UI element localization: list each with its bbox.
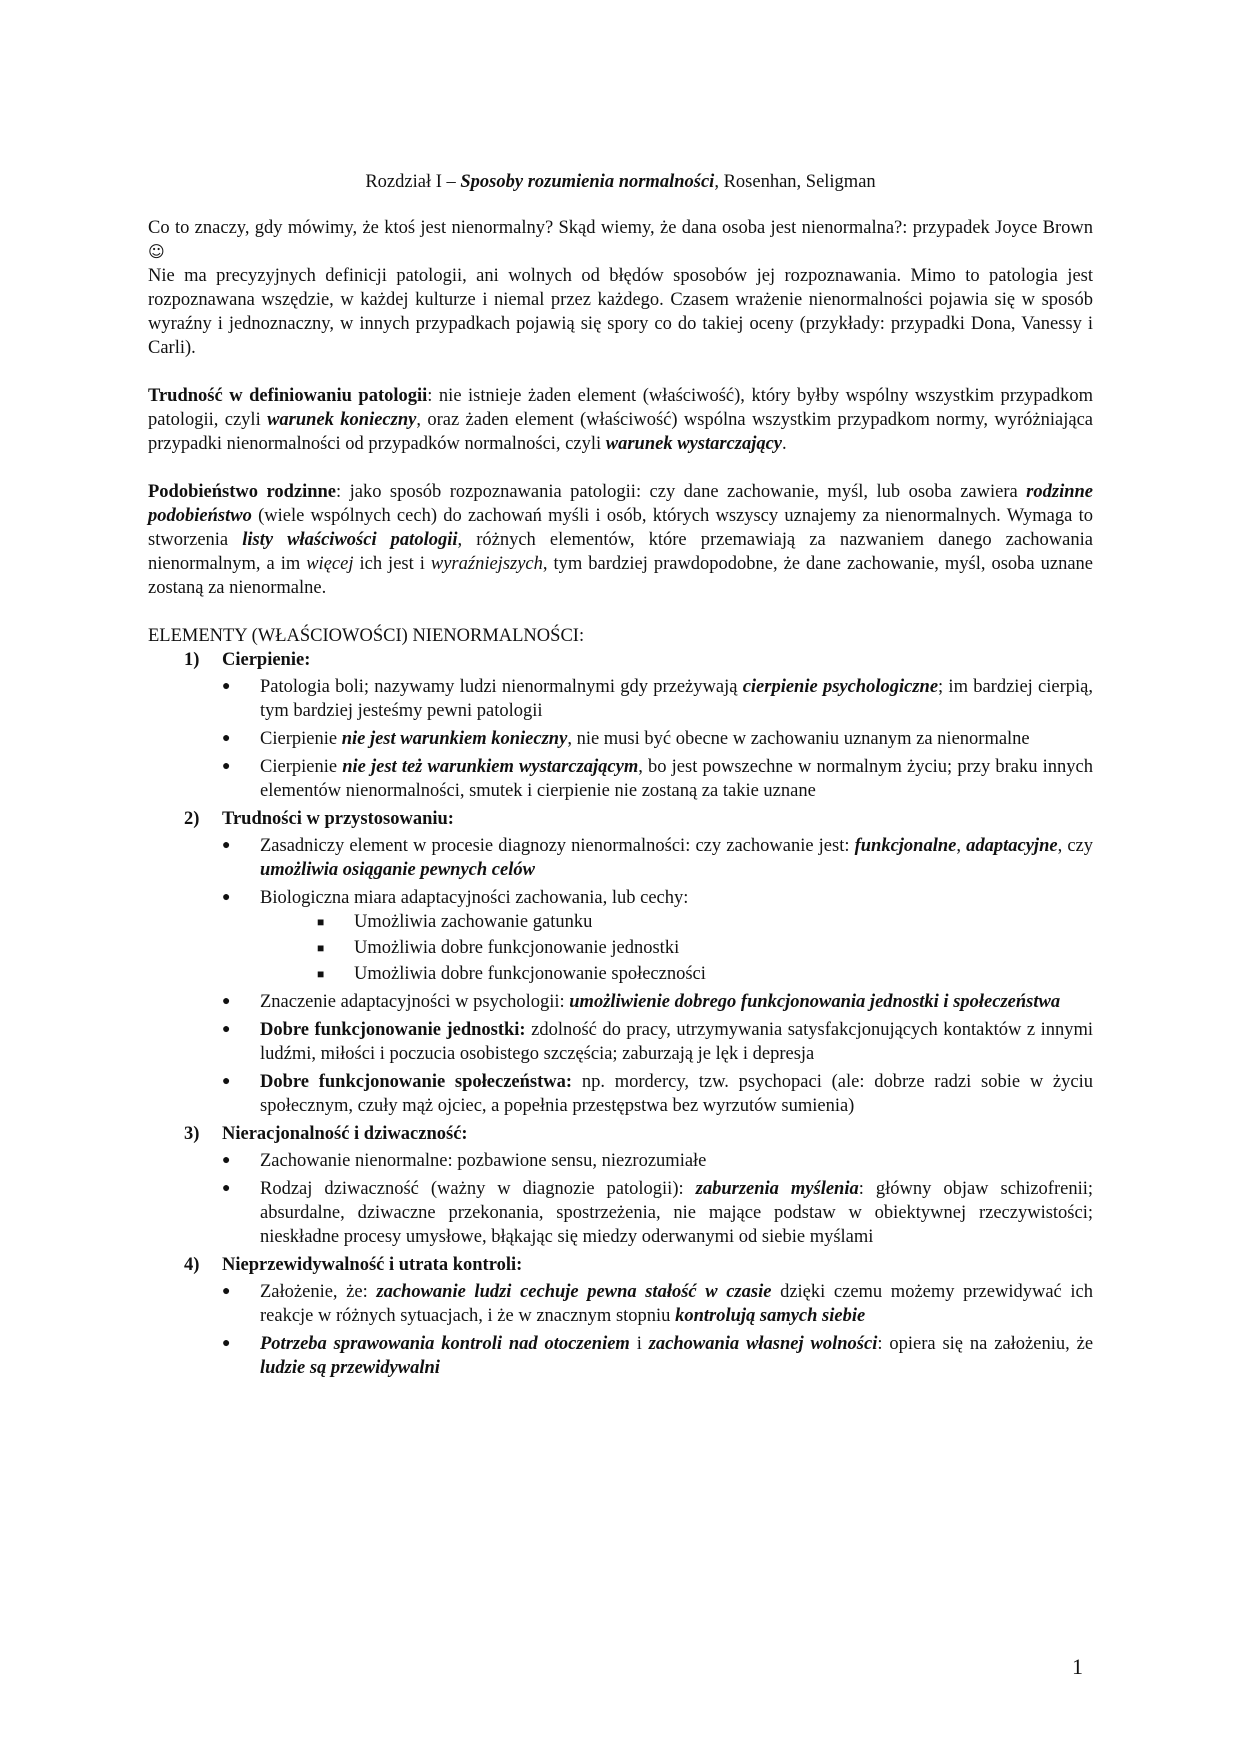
family-resemblance: rodzinne podobieństwo [148, 482, 1093, 526]
necessary-condition: warunek konieczny [267, 410, 417, 430]
item-text: , [956, 836, 967, 856]
intro-paragraph: Nie ma precyzyjnych definicji patologii, ani wolnych od błędów sposobów jej rozpoznawania. Mimo to patologia jest rozpoznawana wszędzie, w każdej kulturze i niemal przez każdego. Czasem wrażenie nienormalności pojawia się w sposób wyraźny i jednoznaczny, w innych przypadkach pojawią się spory co do takiej oceny (przykłady: przypadki Dona, Vanessy i Carli). [148, 266, 1093, 358]
difficulty-term: Trudność w definiowaniu patologii [148, 386, 428, 406]
section-adaptation [148, 807, 1093, 1118]
item-emphasis: adaptacyjne [966, 836, 1058, 856]
item-emphasis: nie jest warunkiem konieczny [341, 729, 568, 749]
list-item [222, 834, 1093, 882]
item-emphasis: umożliwia osiąganie pewnych celów [260, 860, 535, 880]
family-more: więcej [306, 554, 354, 574]
list-item [222, 675, 1093, 723]
family-term: Podobieństwo rodzinne [148, 482, 336, 502]
item-emphasis: zachowania własnej wolności [648, 1334, 878, 1354]
suffering-bullets [222, 675, 1093, 803]
document-page [148, 170, 1093, 1384]
section-unpredictability [148, 1253, 1093, 1380]
item-bold: Dobre funkcjonowanie społeczeństwa: [260, 1072, 573, 1092]
item-text: , bo jest powszechne w normalnym życiu; przy braku innych elementów nienormalności, smutek i cierpienie nie zostaną za takie uznane [260, 757, 1093, 801]
item-text: , nie musi być obecne w zachowaniu uznanym za nienormalne [567, 729, 1030, 749]
item-text: Biologiczna miara adaptacyjności zachowania, lub cechy: [260, 888, 689, 908]
family-text-3: , różnych elementów, które przemawiają za nazwaniem danego zachowania nienormalnym, a im [148, 530, 1093, 574]
family-text-5: , tym bardziej prawdopodobne, że dane zachowanie, myśl, osoba uznane zostaną za nienormalne. [148, 554, 1093, 598]
title-italic: Sposoby rozumienia normalności [460, 172, 715, 192]
item-emphasis: Potrzeba sprawowania kontroli nad otoczeniem [260, 1334, 630, 1354]
section-title: Nieracjonalność i dziwaczność: [222, 1124, 468, 1144]
section-number: 4) [184, 1255, 200, 1275]
elements-heading: ELEMENTY (WŁAŚCIOWOŚCI) NIENORMALNOŚCI: [148, 626, 585, 646]
sub-item: ■ Umożliwia dobre funkcjonowanie społeczności [260, 962, 1093, 986]
item-text: i [629, 1334, 649, 1354]
section-title: Cierpienie: [222, 650, 311, 670]
item-text: Znaczenie adaptacyjności w psychologii: [260, 992, 570, 1012]
difficulty-paragraph [148, 384, 1093, 456]
title-chapter: Rozdział I – [365, 172, 461, 192]
item-text: Rodzaj dziwaczność (ważny w diagnozie patologii): [260, 1179, 696, 1199]
sufficient-condition: warunek wystarczający [605, 434, 783, 454]
item-text: dzięki czemu możemy przewidywać ich reakcje w różnych sytuacjach, i że w znacznym stopniu [260, 1282, 1093, 1326]
list-item [222, 1070, 1093, 1118]
item-text: , czy [1057, 836, 1093, 856]
list-item [222, 727, 1093, 751]
section-title: Nieprzewidywalność i utrata kontroli: [222, 1255, 523, 1275]
item-emphasis: kontrolują samych siebie [675, 1306, 866, 1326]
difficulty-text-3: . [782, 434, 787, 454]
family-text-4: ich jest i [353, 554, 431, 574]
section-suffering [148, 648, 1093, 803]
adaptation-sublist [260, 910, 1093, 986]
pathology-list: listy właściwości patologii [242, 530, 458, 550]
list-item [222, 1018, 1093, 1066]
section-irrationality [148, 1122, 1093, 1249]
list-item [222, 1332, 1093, 1380]
item-emphasis: umożliwienie dobrego funkcjonowania jednostki i społeczeństwa [569, 992, 1061, 1012]
item-emphasis: zachowanie ludzi cechuje pewna stałość w czasie [376, 1282, 772, 1302]
sub-item: ■ Umożliwia dobre funkcjonowanie jednostki [260, 936, 1093, 960]
list-item [222, 886, 1093, 986]
adaptation-bullets [222, 834, 1093, 1118]
item-emphasis: zaburzenia myślenia [695, 1179, 859, 1199]
elements-list [148, 648, 1093, 1380]
list-item [222, 990, 1093, 1014]
item-text: zdolność do pracy, utrzymywania satysfakcjonujących kontaktów z innymi ludźmi, miłości i poczucia osobistego szczęścia; zaburzają je lęk i depresja [260, 1020, 1093, 1064]
section-number: 2) [184, 809, 200, 829]
item-bold: Dobre funkcjonowanie jednostki: [260, 1020, 526, 1040]
page-title [148, 170, 1093, 194]
title-authors: , Rosenhan, Seligman [714, 172, 876, 192]
item-text: Założenie, że: [260, 1282, 377, 1302]
page-number: 1 [1072, 1654, 1083, 1679]
list-item [222, 1280, 1093, 1328]
section-number: 3) [184, 1124, 200, 1144]
item-text: : opiera się na założeniu, że [877, 1334, 1094, 1354]
item-text: Cierpienie [260, 757, 343, 777]
item-text: Cierpienie [260, 729, 342, 749]
family-text-1: : jako sposób rozpoznawania patologii: czy dane zachowanie, myśl, lub osoba zawiera [336, 482, 1027, 502]
family-clearer: wyraźniejszych [430, 554, 543, 574]
section-number: 1) [184, 650, 200, 670]
item-text: ; im bardziej cierpią, tym bardziej jesteśmy pewni patologii [260, 677, 1093, 721]
list-item [222, 755, 1093, 803]
item-emphasis: cierpienie psychologiczne [742, 677, 939, 697]
sub-item: ■ Umożliwia zachowanie gatunku [260, 910, 1093, 934]
irrationality-bullets [222, 1149, 1093, 1249]
family-paragraph [148, 480, 1093, 600]
difficulty-text-2: , oraz żaden element (właściwość) wspólna wszystkim przypadkom normy, wyróżniająca przypadki nienormalności od przypadków normalności, czyli [148, 410, 1093, 454]
item-emphasis: funkcjonalne [854, 836, 957, 856]
list-item [222, 1177, 1093, 1249]
intro-question-text: Co to znaczy, gdy mówimy, że ktoś jest nienormalny? Skąd wiemy, że dana osoba jest nienormalna?: przypadek Joyce Brown [148, 218, 1093, 238]
item-text: np. mordercy, tzw. psychopaci (ale: dobrze radzi sobie w życiu społecznym, czuły mąż ojciec, a popełnia przestępstwa bez wyrzutów sumienia) [260, 1072, 1093, 1116]
family-text-2: (wiele wspólnych cech) do zachowań myśli i osób, których wszyscy uznajemy za nienormalnych. Wymaga to stworzenia [148, 506, 1093, 550]
section-title: Trudności w przystosowaniu: [222, 809, 454, 829]
item-text: Patologia boli; nazywamy ludzi nienormalnymi gdy przeżywają [260, 677, 743, 697]
intro-question [148, 216, 1093, 264]
item-emphasis: nie jest też warunkiem wystarczającym [342, 757, 639, 777]
unpredictability-bullets [222, 1280, 1093, 1380]
smiley-icon: ☺ [148, 242, 165, 261]
item-text: Zasadniczy element w procesie diagnozy nienormalności: czy zachowanie jest: [260, 836, 855, 856]
difficulty-text-1: : nie istnieje żaden element (właściwość), który byłby wspólny wszystkim przypadkom patologii, czyli [148, 386, 1093, 430]
list-item: ● Zachowanie nienormalne: pozbawione sensu, niezrozumiałe [222, 1149, 1093, 1173]
item-emphasis: ludzie są przewidywalni [260, 1358, 440, 1378]
item-text: : główny objaw schizofrenii; absurdalne, dziwaczne przekonania, spostrzeżenia, nie mające podstaw w obiektywnej rzeczywistości; nieskładne procesy umysłowe, błąkając się miedzy oderwanymi od siebie myślami [260, 1179, 1093, 1247]
